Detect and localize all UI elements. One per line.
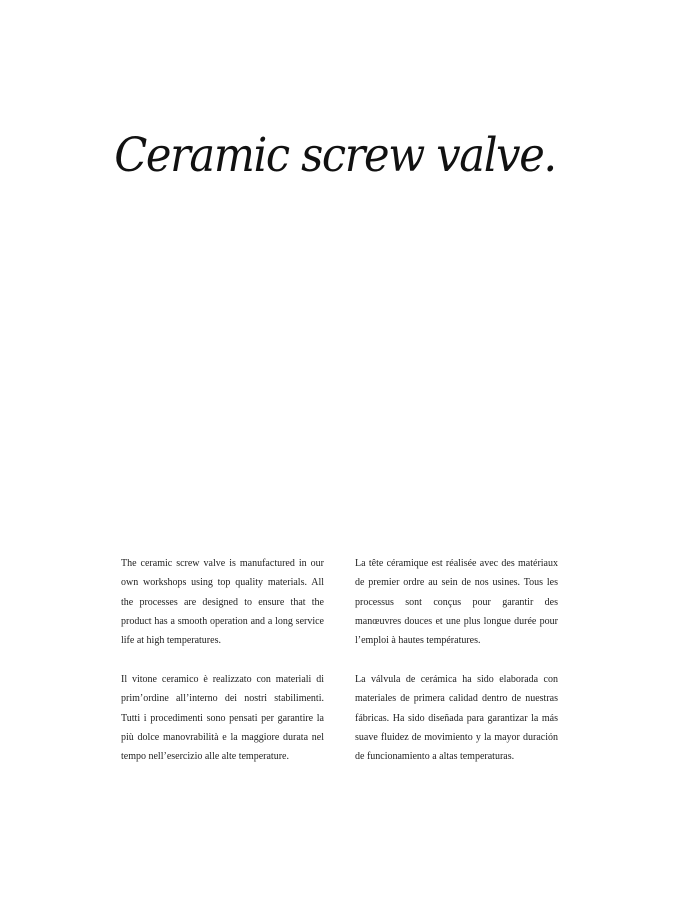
paragraph-french [355, 554, 558, 650]
page-title: Ceramic screw valve. [114, 128, 556, 183]
paragraph-spanish [355, 670, 558, 766]
paragraph-english-text: The ceramic screw valve is manufactured in our own workshops using top quality materials. All the processes are designed to ensure that the product has a smooth operation and a long service life at high temperatures. [121, 558, 324, 647]
paragraph-spanish-text: La válvula de cerámica ha sido elaborada con materiales de primera calidad dentro de nuestras fábricas. Ha sido diseñada para garantizar la más suave fluidez de movimiento y la mayor duración de funcionamiento a altas temperaturas. [355, 674, 558, 763]
paragraph-italian [121, 670, 324, 766]
paragraph-french-text: La tête céramique est réalisée avec des matériaux de premier ordre au sein de nos usines. Tous les processus sont conçus pour garantir des manœuvres douces et une plus longue durée pour l’emploi à hautes températures. [355, 558, 558, 647]
paragraph-italian-text: Il vitone ceramico è realizzato con materiali di prim’ordine all’interno dei nostri stabilimenti. Tutti i procedimenti sono pensati per garantire la più dolce manovrabilità e la maggiore durata nel tempo nell’esercizio alle alte temperature. [121, 674, 324, 763]
paragraph-english [121, 554, 324, 650]
